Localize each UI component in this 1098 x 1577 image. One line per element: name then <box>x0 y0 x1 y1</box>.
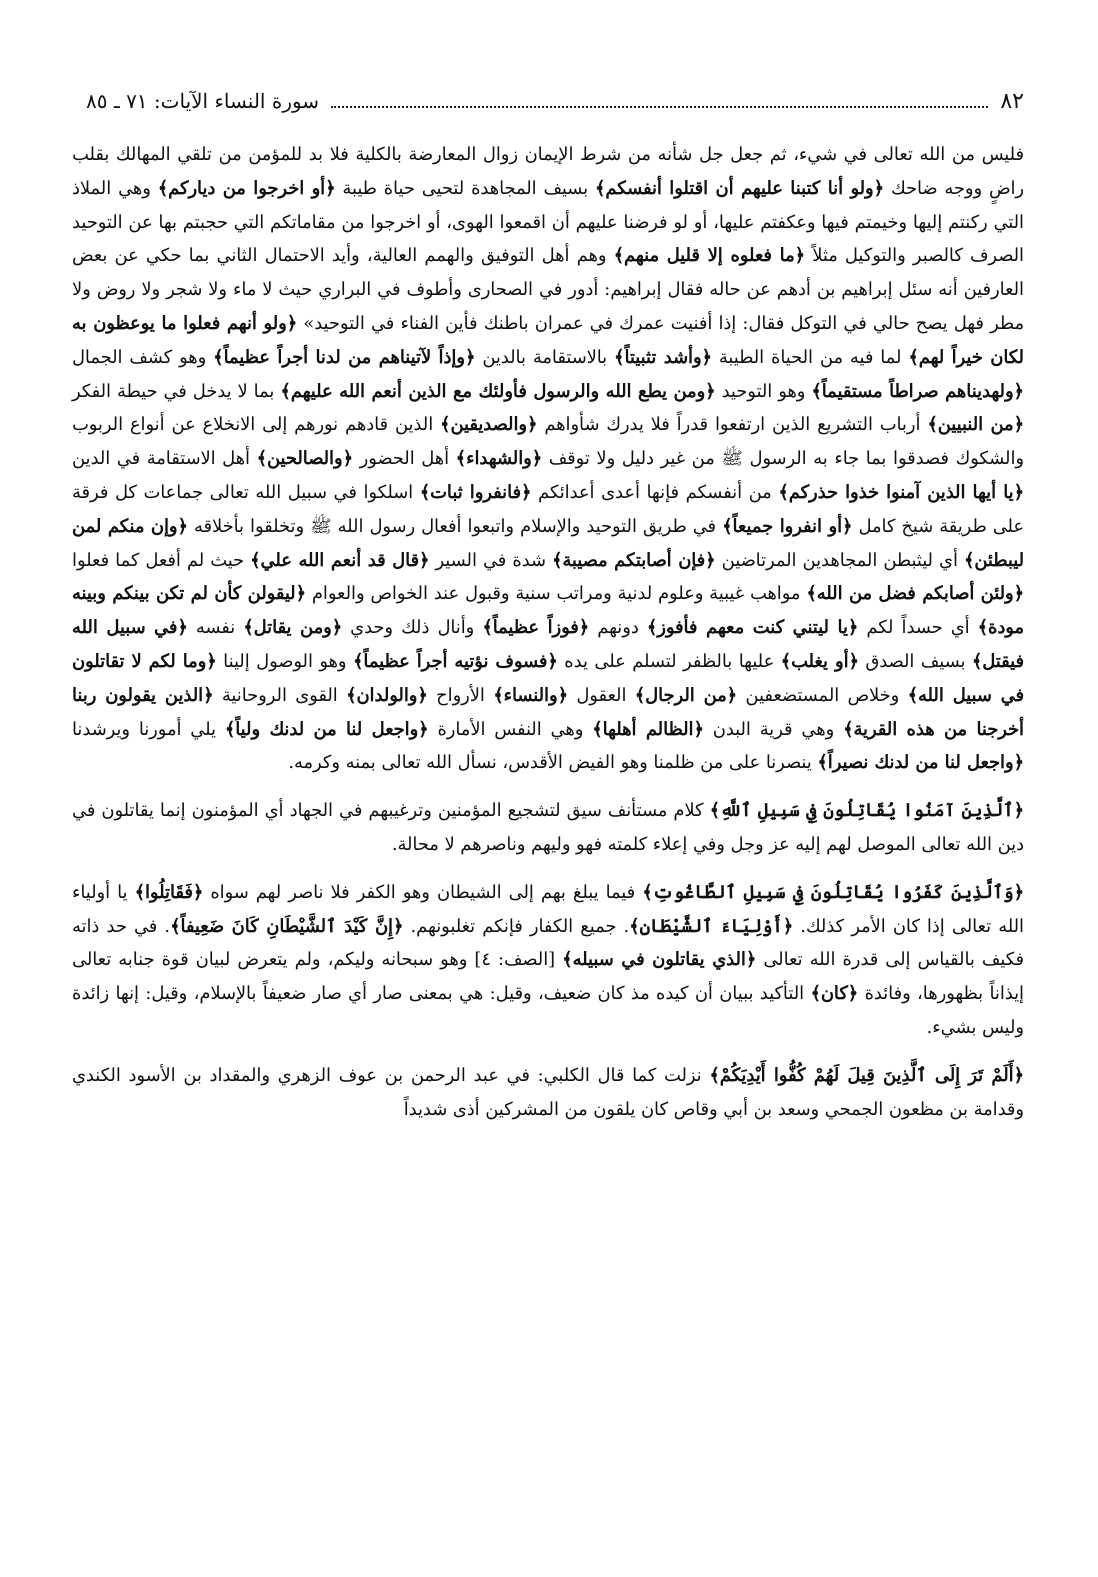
quran-quote: ﴿ولو أنهم فعلوا ما يوعظون به لكان خيراً لهم﴾ <box>72 312 1024 368</box>
commentary-span: من أنفسكم فإنها أعدى أعدائكم <box>531 481 779 503</box>
commentary-span: كلام مستأنف سيق لتشجيع المؤمنين وترغيبهم في الجهاد أي المؤمنون إنما يقاتلون في دين الله تعالى الموصل لهم إليه عز وجل وفي إعلاء كلمته فهو وليهم وناصرهم لا محالة. <box>72 800 1024 855</box>
quran-quote: ﴿كان﴾ <box>810 983 859 1005</box>
quran-quote: ﴿وَٱلَّذِينَ كَفَرُوا يُقَاتِلُونَ فِي سَبِيلِ ٱلطَّاغُوتِ﴾ <box>642 881 1024 903</box>
quran-quote: ﴿ولهديناهم صراطاً مستقيماً﴾ <box>811 380 1024 402</box>
quran-quote: ﴿ومن يقاتل﴾ <box>243 617 343 639</box>
commentary-span: وهي قرية البدن <box>703 718 844 740</box>
commentary-span: الأرواح <box>427 684 494 706</box>
commentary-span: . جميع الكفار فإنكم تغلبونهم. <box>403 915 630 937</box>
page-number: ٨٢ <box>1000 89 1024 114</box>
paragraph <box>72 138 1024 780</box>
quran-quote: ﴿وإن منكم لمن ليبطئن﴾ <box>72 515 1025 571</box>
commentary-span: شدة في السير <box>429 549 552 571</box>
commentary-span: التأكيد ببيان أن كيده مذ كان ضعيف، وقيل: هي بمعنى صار أي صار ضعيفاً بالإسلام، وقيل: إنها زائدة وليس بشيء. <box>72 983 1024 1038</box>
paragraph <box>72 876 1024 1045</box>
quran-quote: ﴿فإن أصابتكم مصيبة﴾ <box>551 549 716 571</box>
surah-title: سورة النساء الآيات: ٧١ ـ ٨٥ <box>86 89 320 113</box>
paragraph <box>72 1059 1024 1127</box>
dotted-leader <box>331 94 988 108</box>
commentary-span: وأنال ذلك وحدي <box>342 617 483 639</box>
commentary-span: العقول <box>568 684 635 706</box>
quran-quote: ﴿ٱلَّذِينَ آمَنُوا يُقَاتِلُونَ فِي سَبِيلِ ٱللَّهِ﴾ <box>709 800 1024 822</box>
quran-quote: ﴿والشهداء﴾ <box>455 448 543 470</box>
commentary-span: بما لا يدخل في حيطة الفكر <box>72 380 281 402</box>
commentary-span: اسلكوا في سبيل الله تعالى جماعات كل فرقة على طريقة شيخ كامل <box>72 481 1025 537</box>
commentary-span: أرباب التشريع الذين ارتفعوا قدراً فلا يدرك شأواهم <box>537 414 928 436</box>
quran-quote: ﴿وإذاً لآتيناهم من لدنا أجراً عظيماً﴾ <box>213 346 476 368</box>
quran-quote: ﴿في سبيل الله فيقتل﴾ <box>72 617 1025 672</box>
quran-quote: ﴿ولو أنا كتبنا عليهم أن اقتلوا أنفسكم﴾ <box>595 177 885 199</box>
commentary-span: بالاستقامة بالدين <box>475 346 615 368</box>
commentary-span: وهو التوحيد <box>715 380 812 402</box>
quran-quote: ﴿قال قد أنعم الله علي﴾ <box>250 549 430 571</box>
paragraph <box>72 794 1024 862</box>
quran-quote: ﴿فَقَاتِلُوا﴾ <box>134 881 204 903</box>
commentary-span: وهي النفس الأمارة <box>428 718 593 740</box>
quran-quote: ﴿أو يغلب﴾ <box>780 650 859 672</box>
quran-quote: ﴿والصديقين﴾ <box>440 414 538 436</box>
commentary-span: مواهب غيبية وعلوم لدنية ومراتب سنية وقبول عند الخواص والعوام <box>306 583 807 605</box>
commentary-span: أي حسداً لكم <box>858 617 978 639</box>
commentary-span: ينصرنا على من ظلمنا وهو الفيض الأقدس، نسأل الله تعالى بمنه وكرمه. <box>288 752 818 774</box>
quran-quote: ﴿الظالم أهلها﴾ <box>592 718 704 740</box>
quran-quote: ﴿من الرجال﴾ <box>634 684 738 706</box>
commentary-span: بسيف الصدق <box>858 650 972 672</box>
quran-quote: ﴿واجعل لنا من لدنك نصيراً﴾ <box>817 752 1024 774</box>
quran-quote: ﴿واجعل لنا من لدنك ولياً﴾ <box>224 718 429 740</box>
commentary-span: فليس من الله تعالى في شيء، ثم جعل جل شأنه من شرط الإيمان زوال المعارضة بالكلية فلا بد للمؤمن من تلقي المهالك بقلب راضٍ ووجه ضاحك <box>72 144 1024 199</box>
quran-quote: ﴿فانفروا ثبات﴾ <box>419 481 532 503</box>
quran-quote: ﴿أو اخرجوا من دياركم﴾ <box>157 177 336 199</box>
commentary-text <box>72 138 1024 1126</box>
quran-quote: ﴿فسوف نؤتيه أجراً عظيماً﴾ <box>353 650 558 672</box>
quran-quote: ﴿الذين يقولون ربنا أخرجنا من هذه القرية﴾ <box>72 684 1024 740</box>
quran-quote: ﴿من النبيين﴾ <box>927 414 1024 436</box>
commentary-span: نزلت كما قال الكلبي: في عبد الرحمن بن عوف الزهري والمقداد بن الأسود الكندي وقدامة بن مظعون الجمحي وسعد بن أبي وقاص كان يلقون من المشركين أذى شديداً <box>72 1064 1024 1120</box>
commentary-span: أهل الحضور <box>353 448 456 470</box>
quran-quote: ﴿أو انفروا جميعاً﴾ <box>722 515 853 537</box>
commentary-span: عليها بالظفر لتسلم على يده <box>557 650 781 672</box>
quran-quote: ﴿إِنَّ كَيْدَ ٱلشَّيْطَانِ كَانَ ضَعِيفاً﴾ <box>170 915 404 937</box>
commentary-span: وهم أهل التوفيق والهمم العالية، وأيد الاحتمال الثاني بما حكي عن بعض العارفين أنه سئل إبراهيم بن أدهم عن حاله فقال إبراهيم: أدور في الصحارى وأطوف في البراري حيث لا ماء ولا شجر ولا روض ولا مطر فهل يصح حالي في التوكل فقال: إذا أفنيت عمرك في عمران باطنك فأين الفناء في التوحيد» <box>72 245 1024 334</box>
quran-quote: ﴿يا أيها الذين آمنوا خذوا حذركم﴾ <box>778 481 1025 503</box>
quran-quote: ﴿ومن يطع الله والرسول فأولئك مع الذين أنعم الله عليهم﴾ <box>280 380 716 402</box>
commentary-span: وهي الملاذ التي ركنتم إليها وخيمتم فيها وعكفتم عليها، أو لو فرضنا عليهم أن اقمعوا الهوى، أو اخرجوا من مقاماتكم التي حجبتم بها عن التوحيد الصرف كالصبر والتوكيل مثلاً <box>72 177 1025 267</box>
quran-quote: ﴿وما لكم لا تقاتلون في سبيل الله﴾ <box>72 650 1025 706</box>
quran-quote: ﴿والصالحين﴾ <box>256 448 353 470</box>
commentary-span: الذين قادهم نورهم إلى الانخلاع عن أنواع الربوب والشكوك فصدقوا بما جاء به الرسول ﷺ من غير دليل ولا توقف <box>72 414 1024 470</box>
quran-quote: ﴿ما فعلوه إلا قليل منهم﴾ <box>613 245 806 267</box>
quran-quote: ﴿أَلَمْ تَرَ إِلَى ٱلَّذِينَ قِيلَ لَهُمْ كُفُّوا أَيْدِيَكُمْ﴾ <box>709 1064 1024 1086</box>
commentary-span: يلي أمورنا ويرشدنا <box>72 718 225 740</box>
commentary-span: [الصف: ٤] وهو سبحانه وليكم، ولم يتعرض لبيان قوة جنابه تعالى إيذاناً بظهورها، وفائدة <box>72 949 1024 1005</box>
quran-quote: ﴿وأشد تثبيتاً﴾ <box>614 346 712 368</box>
commentary-span: . في حد ذاته فكيف بالقياس إلى قدرة الله تعالى <box>72 915 1024 971</box>
running-header <box>86 86 1024 117</box>
commentary-span: لما فيه من الحياة الطيبة <box>711 346 909 368</box>
quran-quote: ﴿أَوْلِيَاءَ ٱلشَّيْطَانِ﴾ <box>629 915 794 937</box>
commentary-span: في طريق التوحيد والإسلام واتبعوا أفعال رسول الله ﷺ وتخلقوا بأخلاقه <box>187 515 723 537</box>
quran-quote: ﴿فوزاً عظيماً﴾ <box>482 617 590 639</box>
commentary-span: يا أولياء الله تعالى إذا كان الأمر كذلك. <box>72 881 1024 937</box>
commentary-span: حيث لم أفعل كما فعلوا <box>72 549 251 571</box>
quran-quote: ﴿يا ليتني كنت معهم فأفوز﴾ <box>646 617 859 639</box>
commentary-span: أي ليثبطن المجاهدين المرتاضين <box>715 549 964 571</box>
commentary-span: دونهم <box>589 617 647 639</box>
commentary-span: القوى الروحانية <box>213 684 347 706</box>
commentary-span: نفسه <box>187 617 244 639</box>
quran-quote: ﴿ليقولن كأن لم تكن بينكم وبينه مودة﴾ <box>72 583 1024 639</box>
quran-quote: ﴿ولئن أصابكم فضل من الله﴾ <box>806 583 1025 605</box>
commentary-span: وهو الوصول إلينا <box>216 650 354 672</box>
commentary-span: أهل الاستقامة في الدين <box>72 448 257 470</box>
quran-quote: ﴿والولدان﴾ <box>346 684 428 706</box>
quran-quote: ﴿الذي يقاتلون في سبيله﴾ <box>562 949 757 971</box>
commentary-span: بسيف المجاهدة لتحيى حياة طيبة <box>335 177 596 199</box>
commentary-span: وخلاص المستضعفين <box>737 684 908 706</box>
quran-quote: ﴿والنساء﴾ <box>493 684 568 706</box>
commentary-span: وهو كشف الجمال <box>72 346 214 368</box>
commentary-span: فيما يبلغ بهم إلى الشيطان وهو الكفر فلا ناصر لهم سواه <box>203 881 643 903</box>
